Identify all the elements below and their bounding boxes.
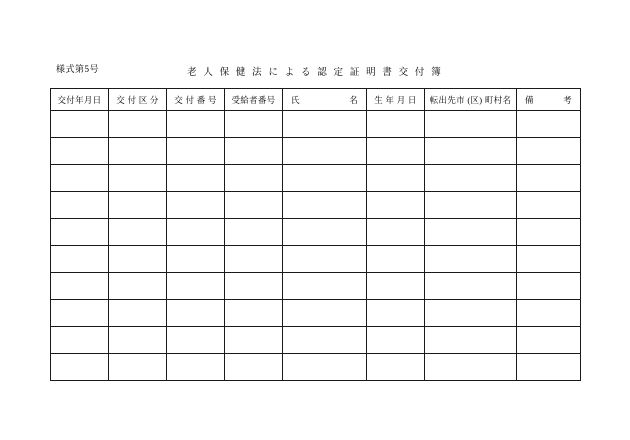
table-row	[51, 246, 581, 273]
table-header	[51, 89, 581, 111]
table-cell[interactable]	[517, 327, 581, 354]
table-cell[interactable]	[225, 354, 283, 381]
table-cell[interactable]	[109, 300, 167, 327]
table-cell[interactable]	[109, 327, 167, 354]
column-header-issue-number	[167, 89, 225, 111]
table-row	[51, 192, 581, 219]
table-cell[interactable]	[51, 300, 109, 327]
table-cell[interactable]	[51, 273, 109, 300]
column-header-remarks	[517, 89, 581, 111]
table-row	[51, 273, 581, 300]
form-number-label: 様式第5号	[56, 64, 100, 74]
table-cell[interactable]	[167, 246, 225, 273]
table-cell[interactable]	[425, 354, 517, 381]
table-cell[interactable]	[167, 327, 225, 354]
table-cell[interactable]	[425, 273, 517, 300]
table-row	[51, 111, 581, 138]
table-cell[interactable]	[109, 192, 167, 219]
table-cell[interactable]	[283, 246, 367, 273]
table-cell[interactable]	[283, 273, 367, 300]
table-cell[interactable]	[425, 138, 517, 165]
table-cell[interactable]	[109, 138, 167, 165]
column-header-label: 備 考	[525, 94, 572, 105]
table-cell[interactable]	[367, 300, 425, 327]
table-row	[51, 354, 581, 381]
table-body	[51, 111, 581, 381]
table-cell[interactable]	[109, 246, 167, 273]
column-header-issue-date	[51, 89, 109, 111]
table-cell[interactable]	[225, 111, 283, 138]
table-cell[interactable]	[425, 300, 517, 327]
table-cell[interactable]	[167, 354, 225, 381]
table-cell[interactable]	[367, 219, 425, 246]
table-cell[interactable]	[109, 165, 167, 192]
table-row	[51, 327, 581, 354]
column-header-destination-municipality	[425, 89, 517, 111]
table-cell[interactable]	[167, 219, 225, 246]
table-cell[interactable]	[425, 219, 517, 246]
column-header-label: 受給者番号	[231, 94, 276, 105]
table-cell[interactable]	[367, 354, 425, 381]
table-cell[interactable]	[283, 327, 367, 354]
table-cell[interactable]	[167, 138, 225, 165]
column-header-label: 転出先市 (区) 町村名	[429, 94, 512, 105]
table-cell[interactable]	[225, 219, 283, 246]
table-cell[interactable]	[283, 192, 367, 219]
table-cell[interactable]	[225, 138, 283, 165]
table-cell[interactable]	[367, 327, 425, 354]
table-cell[interactable]	[367, 138, 425, 165]
table-cell[interactable]	[283, 138, 367, 165]
table-cell[interactable]	[109, 111, 167, 138]
table-cell[interactable]	[517, 165, 581, 192]
table-cell[interactable]	[51, 138, 109, 165]
table-row	[51, 219, 581, 246]
table-cell[interactable]	[425, 111, 517, 138]
table-cell[interactable]	[367, 246, 425, 273]
table-cell[interactable]	[51, 165, 109, 192]
table-row	[51, 138, 581, 165]
table-cell[interactable]	[225, 273, 283, 300]
table-cell[interactable]	[367, 273, 425, 300]
table-cell[interactable]	[225, 165, 283, 192]
table-cell[interactable]	[283, 219, 367, 246]
table-cell[interactable]	[283, 300, 367, 327]
table-cell[interactable]	[167, 192, 225, 219]
table-cell[interactable]	[51, 219, 109, 246]
table-cell[interactable]	[225, 192, 283, 219]
column-header-label: 生 年 月 日	[374, 94, 417, 105]
column-header-label: 交 付 番 号	[174, 94, 217, 105]
column-header-label: 交付年月日	[57, 94, 102, 105]
column-header-label: 氏 名	[291, 94, 358, 105]
table-cell[interactable]	[109, 273, 167, 300]
table-cell[interactable]	[517, 111, 581, 138]
table-row	[51, 300, 581, 327]
table-cell[interactable]	[367, 192, 425, 219]
table-cell[interactable]	[167, 273, 225, 300]
ledger-table	[50, 88, 581, 381]
table-header-row	[51, 89, 581, 111]
table-cell[interactable]	[517, 219, 581, 246]
table-cell[interactable]	[225, 300, 283, 327]
table-cell[interactable]	[51, 327, 109, 354]
table-cell[interactable]	[517, 354, 581, 381]
table-cell[interactable]	[225, 327, 283, 354]
ledger-table-wrapper	[50, 88, 580, 381]
table-cell[interactable]	[517, 138, 581, 165]
table-cell[interactable]	[517, 192, 581, 219]
table-cell[interactable]	[51, 111, 109, 138]
table-cell[interactable]	[517, 273, 581, 300]
table-cell[interactable]	[283, 111, 367, 138]
table-cell[interactable]	[283, 165, 367, 192]
table-cell[interactable]	[167, 300, 225, 327]
table-cell[interactable]	[517, 300, 581, 327]
table-cell[interactable]	[283, 354, 367, 381]
column-header-name	[283, 89, 367, 111]
table-cell[interactable]	[225, 246, 283, 273]
page-title: 老 人 保 健 法 に よ る 認 定 証 明 書 交 付 簿	[187, 68, 443, 78]
table-cell[interactable]	[51, 246, 109, 273]
column-header-label: 交 付 区 分	[116, 94, 159, 105]
table-cell[interactable]	[425, 246, 517, 273]
table-cell[interactable]	[425, 192, 517, 219]
table-cell[interactable]	[425, 165, 517, 192]
table-cell[interactable]	[167, 111, 225, 138]
column-header-issue-category	[109, 89, 167, 111]
table-cell[interactable]	[51, 192, 109, 219]
table-cell[interactable]	[517, 246, 581, 273]
table-row	[51, 165, 581, 192]
table-cell[interactable]	[51, 354, 109, 381]
table-cell[interactable]	[109, 354, 167, 381]
table-cell[interactable]	[109, 219, 167, 246]
table-cell[interactable]	[367, 165, 425, 192]
column-header-birth-date	[367, 89, 425, 111]
table-cell[interactable]	[167, 165, 225, 192]
table-cell[interactable]	[367, 111, 425, 138]
column-header-recipient-number	[225, 89, 283, 111]
table-cell[interactable]	[425, 327, 517, 354]
